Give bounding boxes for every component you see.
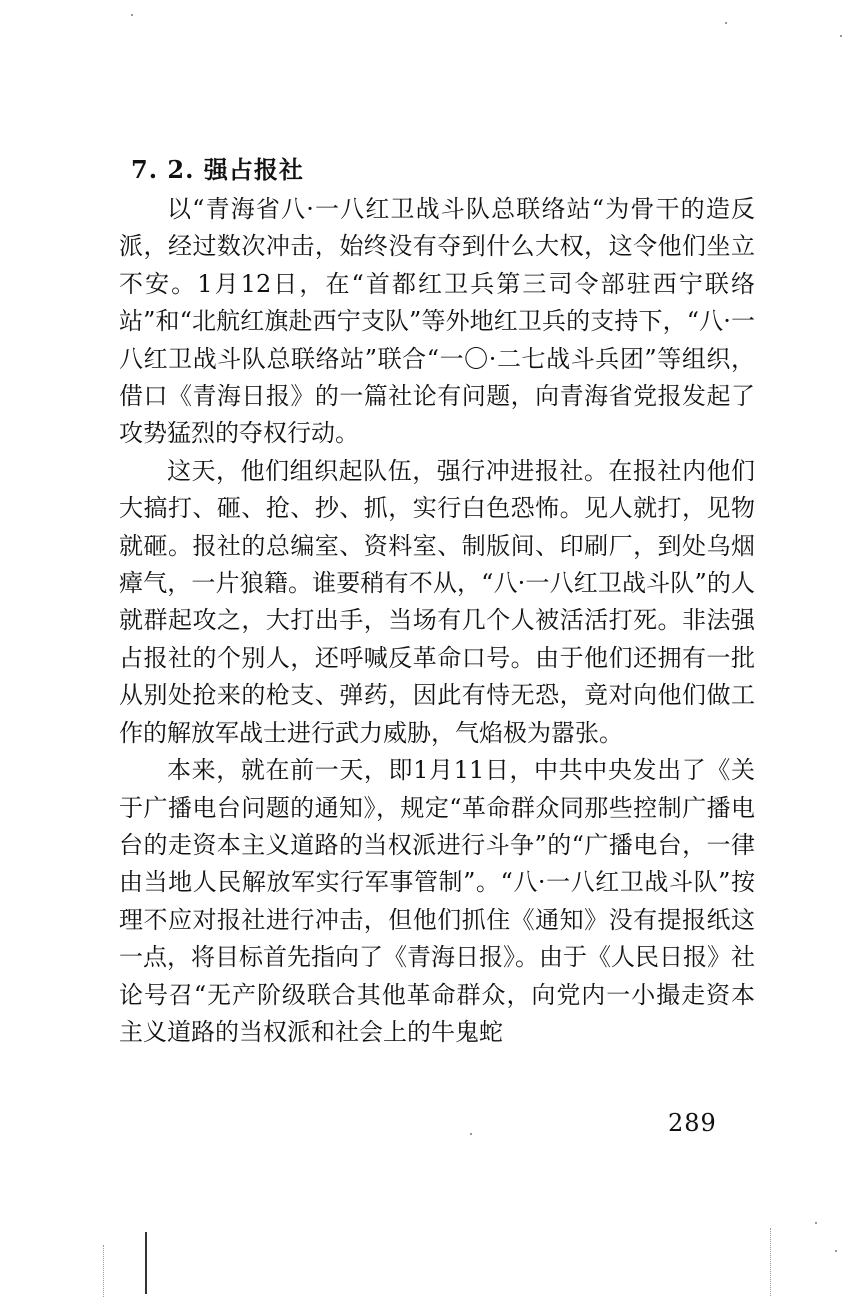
- scan-speck: [840, 35, 842, 37]
- scan-speck: [470, 1133, 472, 1135]
- scan-speck: [725, 22, 727, 24]
- scan-speck: [835, 1250, 837, 1252]
- paragraph-3: 本来，就在前一天，即1月11日，中共中央发出了《关于广播电台问题的通知》，规定“革命群众同那些控制广播电台的走资本主义道路的当权派进行斗争”的“广播电台，一律由当地人民解放军实行军事管制”。“八·一八红卫战斗队”按理不应对报社进行冲击，但他们抓住《通知》没有提报纸这一点，将目标首先指向了《青海日报》。由于《人民日报》社论号召“无产阶级联合其他革命群众，向党内一小撮走资本主义道路的当权派和社会上的牛鬼蛇: [119, 756, 755, 1046]
- scan-speck: [131, 14, 133, 16]
- binding-margin-line: [145, 1232, 147, 1294]
- scan-artifact-left: [103, 1245, 105, 1297]
- scan-artifact-right: [770, 1228, 772, 1296]
- paragraph-1: 以“青海省八·一八红卫战斗队总联络站“为骨干的造反派，经过数次冲击，始终没有夺到什么大权，这令他们坐立不安。1月12日，在“首都红卫兵第三司令部驻西宁联络站”和“北航红旗赴西宁支队”等外地红卫兵的支持下，“八·一八红卫战斗队总联络站”联合“一〇·二七战斗兵团”等组织，借口《青海日报》的一篇社论有问题，向青海省党报发起了攻势猛烈的夺权行动。: [119, 195, 755, 448]
- paragraph-2: 这天，他们组织起队伍，强行冲进报社。在报社内他们大搞打、砸、抢、抄、抓，实行白色恐怖。见人就打，见物就砸。报社的总编室、资料室、制版间、印刷厂，到处乌烟瘴气，一片狼籍。谁要稍有不从，“八·一八红卫战斗队”的人就群起攻之，大打出手，当场有几个人被活活打死。非法强占报社的个别人，还呼喊反革命口号。由于他们还拥有一批从别处抢来的枪支、弹药，因此有恃无恐，竟对向他们做工作的解放军战士进行武力威胁，气焰极为嚣张。: [119, 456, 755, 747]
- scan-speck: [815, 1222, 817, 1224]
- body-text: [119, 191, 755, 1051]
- section-heading: 7. 2. 强占报社: [131, 155, 304, 184]
- page-number: 289: [668, 1109, 717, 1137]
